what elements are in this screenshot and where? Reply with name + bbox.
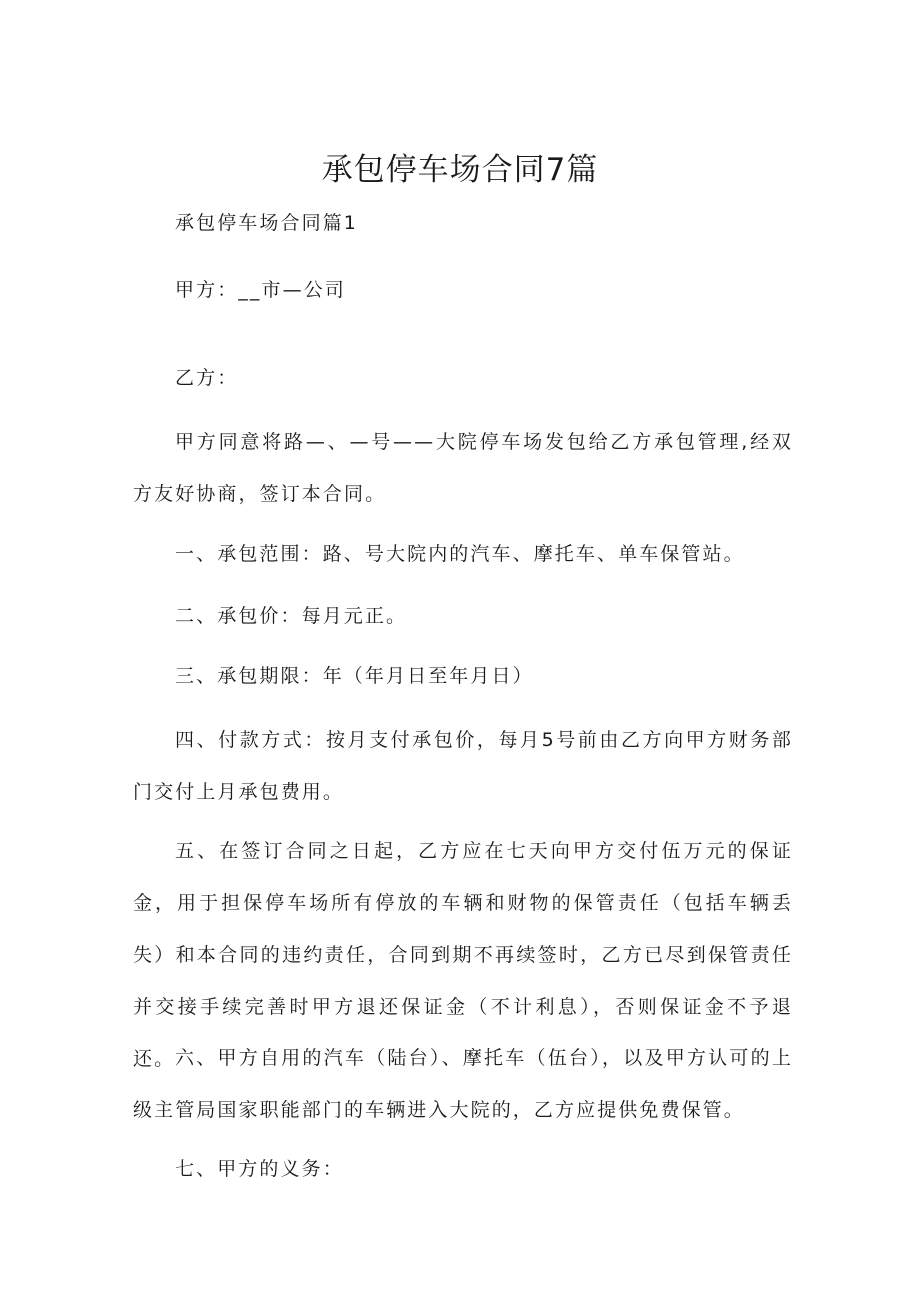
paragraph-scope: 一、承包范围：路、号大院内的汽车、摩托车、单车保管站。 [175, 543, 745, 565]
document-title: 承包停车场合同7篇 [321, 152, 599, 188]
paragraph-obligations: 七、甲方的义务： [175, 1158, 344, 1180]
party-b-line: 乙方： [175, 367, 239, 389]
paragraph-deposit: 五、在签订合同之日起，乙方应在七天向甲方交付伍万元的保证金，用于担保停车场所有停放的车辆和财物的保管责任（包括车辆丢失）和本合同的违约责任，合同到期不再续签时，乙方已尽到保管责任并交接手续完善时甲方退还保证金（不计利息），否则保证金不予退还。 [133, 840, 793, 1070]
paragraph-intro: 甲方同意将路—、—号——大院停车场发包给乙方承包管理,经双方友好协商，签订本合同。 [133, 431, 793, 505]
paragraph-payment: 四、付款方式：按月支付承包价，每月5号前由乙方向甲方财务部门交付上月承包费用。 [133, 729, 793, 803]
paragraph-free-parking: 六、甲方自用的汽车（陆台）、摩托车（伍台），以及甲方认可的上级主管局国家职能部门的车辆进入大院的，乙方应提供免费保管。 [133, 1047, 793, 1121]
paragraph-price: 二、承包价：每月元正。 [175, 605, 408, 627]
party-a-line: 甲方：__市—公司 [175, 279, 346, 301]
paragraph-term: 三、承包期限：年（年月日至年月日） [175, 665, 534, 687]
section-heading: 承包停车场合同篇1 [175, 212, 358, 234]
